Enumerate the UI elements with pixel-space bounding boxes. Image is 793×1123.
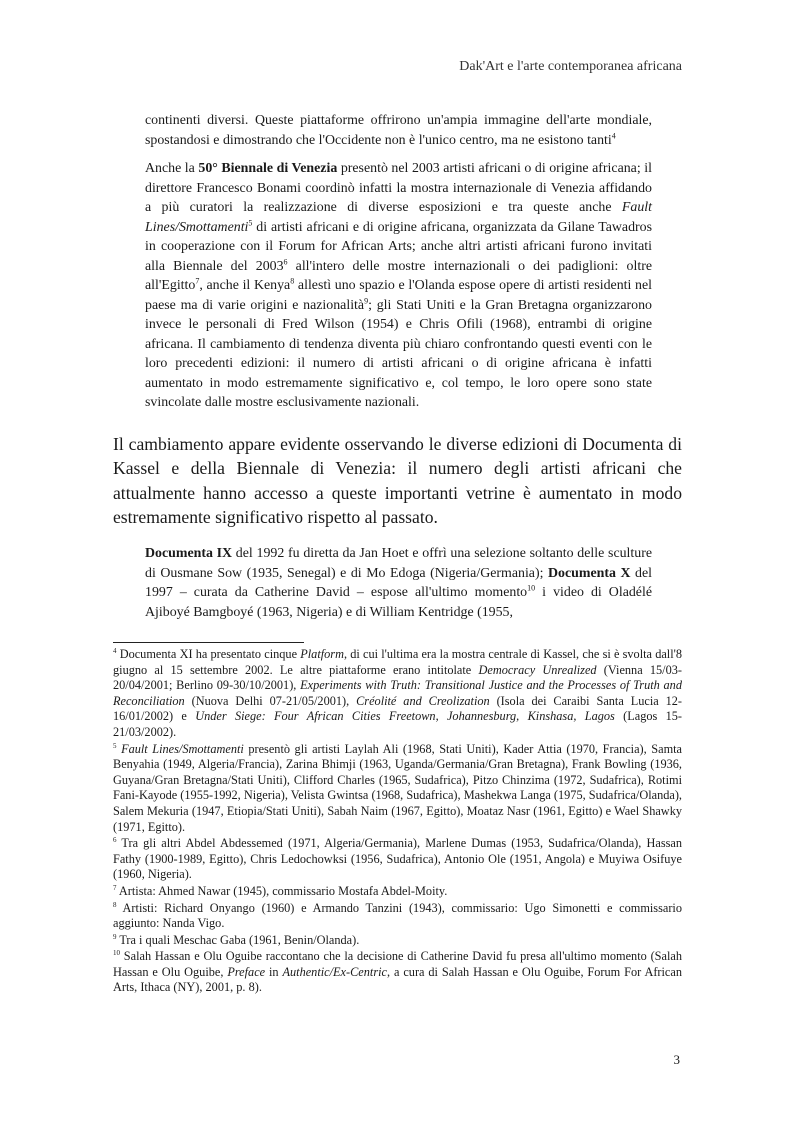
- footnote-ref[interactable]: 7: [195, 276, 200, 286]
- footnote-10: $^{10}$ Salah Hassan e Olu Oguibe raccontano che la decisione di Catherine David fu presa all'ultimo momento (Salah Hassan e Olu Oguibe, Preface in Authentic/Ex-Centric, a cura di Salah Hassan e Olu Oguibe, Forum For African Arts, Ithaca (NY), 2001, p. 8).: [113, 949, 682, 995]
- body-paragraph: Il cambiamento appare evidente osservando le diverse edizioni di Documenta di Kassel e della Biennale di Venezia: il numero degli artisti africani che attualmente hanno accesso a queste importanti vetrine è aumentato in modo estremamente significativo rispetto al passato.: [113, 434, 682, 528]
- footnote-9: $^9$ Tra i quali Meschac Gaba (1961, Benin/Olanda).: [113, 932, 360, 947]
- footnote-8: $^8$ Artisti: Richard Onyango (1960) e Armando Tanzini (1943), commissario: Ugo Simonetti e commissario aggiunto: Nanda Vigo.: [113, 900, 682, 931]
- footnote-ref[interactable]: 6: [283, 256, 288, 266]
- footnote-ref[interactable]: 8: [290, 276, 295, 286]
- quote-paragraph-3: Documenta IX del 1992 fu diretta da Jan Hoet e offrì una selezione soltanto delle sculture di Ousmane Sow (1935, Senegal) e di Mo Edoga (Nigeria/Germania); Documenta X del 1997 – curata da Catherine David – espose all'ultimo momento$^{10}$ i video di Oladélé Ajiboyé Bamgboyé (1963, Nigeria) e di William Kentridge (1955,: [145, 546, 653, 620]
- quote-paragraph-2: Anche la 50° Biennale di Venezia presentò nel 2003 artisti africani o di origine africana; il direttore Francesco Bonami coordinò infatti la mostra internazionale di Venezia affidando a più curatori la realizzazione di diverse esposizioni e tra queste anche Fault Lines/Smottamenti$^5$ di artisti africani e di origine africana, organizzata da Gilane Tawadros in cooperazione con il Forum for African Arts; anche altri artisti africani furono invitati alla Biennale del 2003$^6$ all'intero delle mostre internazionali o dei padiglioni: oltre all'Egitto$^7$, anche il Kenya$^8$ allestì uno spazio e l'Olanda espose opere di artisti residenti nel paese ma di varie origini e nazionalità$^9$; gli Stati Uniti e la Gran Bretagna organizzarono invece le personali di Fred Wilson (1954) e Chris Ofili (1968), entrambi di origine africana. Il cambiamento di tendenza diventa più chiaro confrontando questi eventi con le loro precedenti edizioni: il numero di artisti africani o di origine africana è infatti aumentato in modo estremamente significativo e, col tempo, le loro opere sono state svincolate dalle mostre esclusivamente nazionali.: [145, 161, 653, 410]
- footnote-ref[interactable]: 10: [527, 583, 536, 593]
- quote-paragraph-1: continenti diversi. Queste piattaforme offrirono un'ampia immagine dell'arte mondiale, spostandosi e dimostrando che l'Occidente non è l'unico centro, ma ne esistono tanti$^4$: [145, 113, 652, 148]
- running-header: Dak'Art e l'arte contemporanea africana: [459, 59, 682, 74]
- page-number: 3: [673, 1052, 680, 1067]
- footnote-ref[interactable]: 5: [248, 217, 253, 227]
- footnote-7: $^7$ Artista: Ahmed Nawar (1945), commissario Mostafa Abdel-Moity.: [113, 883, 448, 898]
- footnote-4: $^4$ Documenta XI ha presentato cinque Platform, di cui l'ultima era la mostra centrale di Kassel, che si è svolta dall'8 giugno al 15 settembre 2002. Le altre piattaforme erano intitolate Democracy Unrealized (Vienna 15/03-20/04/2001; Berlino 09-30/10/2001), Experiments with Truth: Transitional Justice and the Processes of Truth and Reconciliation (Nuova Delhi 07-21/05/2001), Créolité and Creolization (Isola dei Caraibi Santa Lucia 12-16/01/2002) e Under Siege: Four African Cities Freetown, Johannesburg, Kinshasa, Lagos (Lagos 15-21/03/2002).: [113, 646, 683, 739]
- footnote-5: $^5$ Fault Lines/Smottamenti presentò gli artisti Laylah Ali (1968, Stati Uniti), Kader Attia (1970, Francia), Samta Benyahia (1949, Algeria/Francia), Zarina Bhimji (1963, Uganda/Germania/Gran Bretagna), Frank Bowling (1936, Guyana/Gran Bretagna/Stati Uniti), Clifford Charles (1965, Sudafrica), Pitzo Chinzima (1972, Sudafrica), Rotimi Fani-Kayode (1955-1992, Nigeria), Velista Gwintsa (1968, Sudafrica), Mashekwa Langa (1975, Sudafrica/Olanda), Salem Mekuria (1947, Etiopia/Stati Uniti), Sabah Naim (1967, Egitto), Moataz Nasr (1961, Egitto) e Wael Shawky (1971, Egitto).: [113, 741, 683, 834]
- footnotes: [113, 647, 682, 997]
- footnote-ref[interactable]: 4: [611, 130, 616, 140]
- footnote-ref[interactable]: 9: [364, 295, 369, 305]
- footnote-6: $^6$ Tra gli altri Abdel Abdessemed (1971, Algeria/Germania), Marlene Dumas (1953, Sudafrica/Olanda), Hassan Fathy (1900-1989, Egitto), Chris Ledochowksi (1956, Sudafrica), Antonio Ole (1951, Angola) e Muyiwa Osifuye (1960, Nigeria).: [113, 836, 682, 882]
- footnote-separator: [113, 642, 304, 643]
